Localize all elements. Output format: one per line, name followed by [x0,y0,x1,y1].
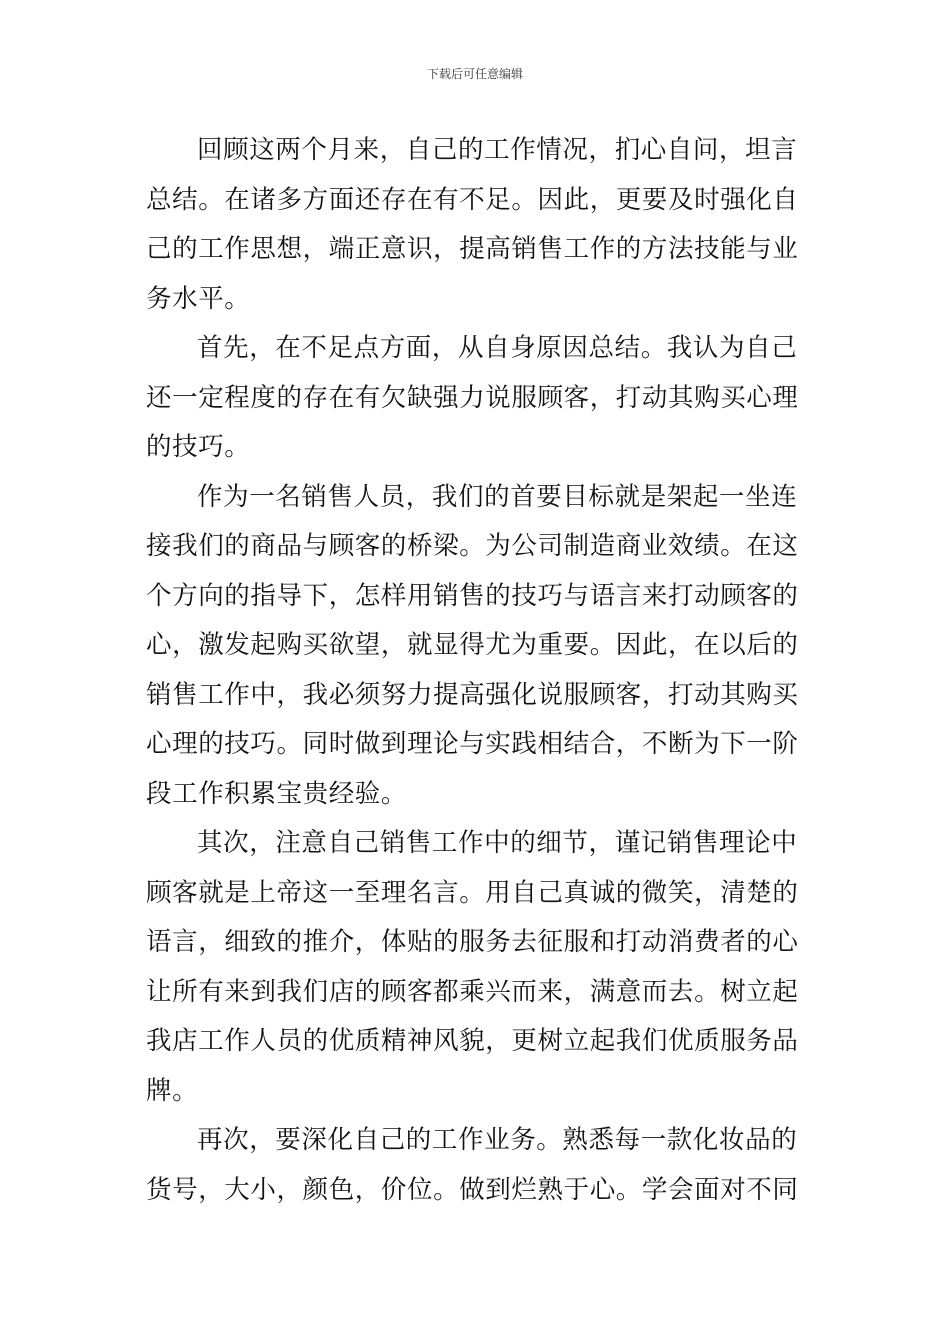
paragraph-line: 段工作积累宝贵经验。 [146,778,408,809]
paragraph-line: 总结。在诸多方面还存在有不足。因此，更要及时强化自 [146,184,799,215]
paragraph-3 [146,473,806,820]
paragraph-line: 还一定程度的存在有欠缺强力说服顾客，打动其购买心理 [146,382,799,413]
paragraph-line: 我店工作人员的优质精神风貌，更树立起我们优质服务品 [146,1026,799,1056]
paragraph-line: 顾客就是上帝这一至理名言。用自己真诚的微笑，清楚的 [146,877,799,908]
paragraph-line: 牌。 [146,1075,199,1106]
page-header: 下载后可任意编辑 [426,67,523,81]
paragraph-line: 己的工作思想，端正意识，提高销售工作的方法技能与业 [146,234,799,264]
paragraph-line: 其次，注意自己销售工作中的细节，谨记销售理论中 [197,828,798,858]
paragraph-4 [146,819,806,1116]
paragraph-line: 作为一名销售人员，我们的首要目标就是架起一坐连 [197,481,798,512]
paragraph-line: 再次，要深化自己的工作业务。熟悉每一款化妆品的 [197,1125,798,1155]
paragraph-line: 销售工作中，我必须努力提高强化说服顾客，打动其购买 [146,679,799,710]
paragraph-line: 务水平。 [146,283,251,314]
paragraph-line: 个方向的指导下，怎样用销售的技巧与语言来打动顾客的 [146,580,799,611]
paragraph-line: 回顾这两个月来，自己的工作情况，扪心自问，坦言 [197,135,798,165]
paragraph-line: 接我们的商品与顾客的桥梁。为公司制造商业效绩。在这 [146,531,799,561]
paragraph-line: 货号，大小，颜色，价位。做到烂熟于心。学会面对不同 [146,1174,799,1205]
paragraph-line: 的技巧。 [146,432,251,462]
document-body [146,126,806,1215]
paragraph-line: 心理的技巧。同时做到理论与实践相结合，不断为下一阶 [146,729,799,759]
paragraph-2 [146,324,806,473]
paragraph-1 [146,126,806,324]
paragraph-5 [146,1116,806,1215]
paragraph-line: 语言，细致的推介，体贴的服务去征服和打动消费者的心 [146,927,799,957]
paragraph-line: 心，激发起购买欲望，就显得尤为重要。因此，在以后的 [146,630,799,660]
paragraph-line: 让所有来到我们店的顾客都乘兴而来，满意而去。树立起 [146,976,799,1007]
paragraph-line: 首先，在不足点方面，从自身原因总结。我认为自己 [197,333,798,363]
